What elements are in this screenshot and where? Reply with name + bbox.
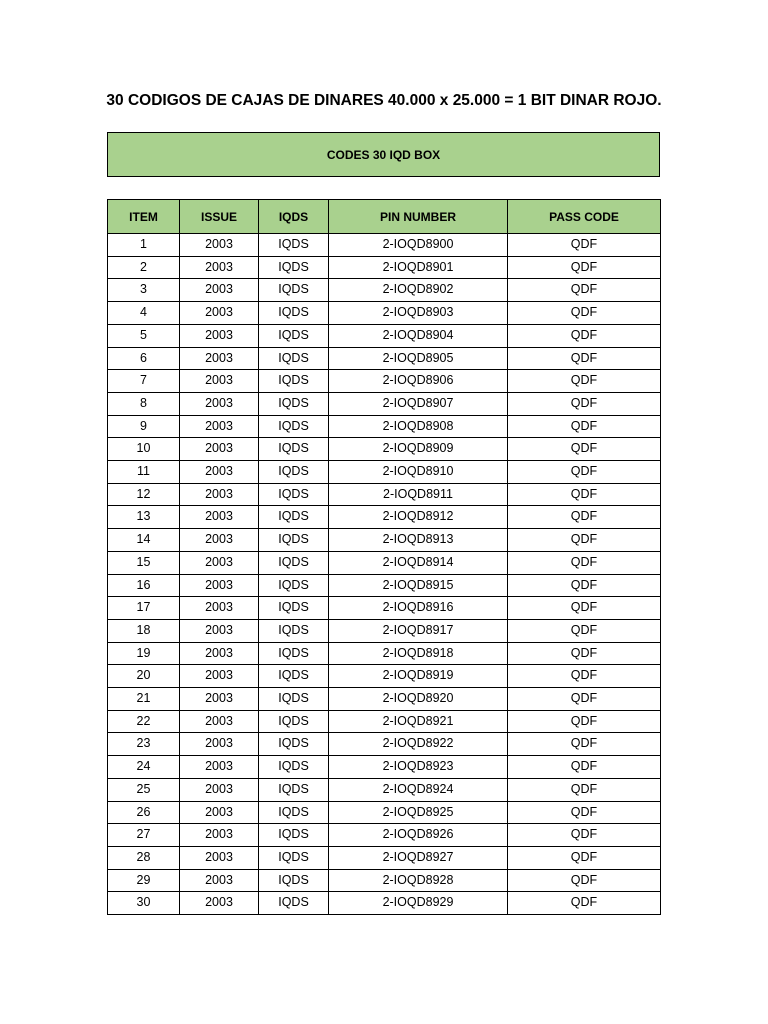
table-row xyxy=(108,234,661,257)
issue-cell: 2003 xyxy=(180,324,259,347)
pass-code-cell: QDF xyxy=(508,778,661,801)
pass-code-cell: QDF xyxy=(508,234,661,257)
pass-code-cell: QDF xyxy=(508,483,661,506)
iqds-cell: IQDS xyxy=(259,801,329,824)
pin-number-cell: 2-IOQD8912 xyxy=(329,506,508,529)
item-cell: 11 xyxy=(108,461,180,484)
pass-code-cell: QDF xyxy=(508,461,661,484)
table-row xyxy=(108,665,661,688)
issue-cell: 2003 xyxy=(180,665,259,688)
item-cell: 14 xyxy=(108,529,180,552)
pass-code-cell: QDF xyxy=(508,324,661,347)
codes-table xyxy=(107,199,661,915)
pin-number-cell: 2-IOQD8919 xyxy=(329,665,508,688)
table-header xyxy=(108,200,661,234)
column-header-pin-number: PIN NUMBER xyxy=(329,200,508,234)
table-row xyxy=(108,778,661,801)
table-row xyxy=(108,370,661,393)
table-row xyxy=(108,688,661,711)
column-header-issue: ISSUE xyxy=(180,200,259,234)
pin-number-cell: 2-IOQD8914 xyxy=(329,551,508,574)
pass-code-cell: QDF xyxy=(508,574,661,597)
item-cell: 25 xyxy=(108,778,180,801)
issue-cell: 2003 xyxy=(180,256,259,279)
issue-cell: 2003 xyxy=(180,778,259,801)
pass-code-cell: QDF xyxy=(508,710,661,733)
item-cell: 3 xyxy=(108,279,180,302)
iqds-cell: IQDS xyxy=(259,324,329,347)
pin-number-cell: 2-IOQD8903 xyxy=(329,302,508,325)
item-cell: 4 xyxy=(108,302,180,325)
table-row xyxy=(108,483,661,506)
issue-cell: 2003 xyxy=(180,302,259,325)
issue-cell: 2003 xyxy=(180,756,259,779)
issue-cell: 2003 xyxy=(180,483,259,506)
item-cell: 23 xyxy=(108,733,180,756)
issue-cell: 2003 xyxy=(180,529,259,552)
pass-code-cell: QDF xyxy=(508,551,661,574)
iqds-cell: IQDS xyxy=(259,778,329,801)
pin-number-cell: 2-IOQD8915 xyxy=(329,574,508,597)
pin-number-cell: 2-IOQD8907 xyxy=(329,392,508,415)
pin-number-cell: 2-IOQD8901 xyxy=(329,256,508,279)
issue-cell: 2003 xyxy=(180,619,259,642)
pass-code-cell: QDF xyxy=(508,733,661,756)
issue-cell: 2003 xyxy=(180,710,259,733)
iqds-cell: IQDS xyxy=(259,370,329,393)
pin-number-cell: 2-IOQD8924 xyxy=(329,778,508,801)
pass-code-cell: QDF xyxy=(508,619,661,642)
item-cell: 22 xyxy=(108,710,180,733)
table-row xyxy=(108,461,661,484)
pass-code-cell: QDF xyxy=(508,256,661,279)
column-header-item: ITEM xyxy=(108,200,180,234)
pass-code-cell: QDF xyxy=(508,392,661,415)
iqds-cell: IQDS xyxy=(259,438,329,461)
iqds-cell: IQDS xyxy=(259,824,329,847)
iqds-cell: IQDS xyxy=(259,892,329,915)
iqds-cell: IQDS xyxy=(259,756,329,779)
pin-number-cell: 2-IOQD8928 xyxy=(329,869,508,892)
pin-number-cell: 2-IOQD8900 xyxy=(329,234,508,257)
pin-number-cell: 2-IOQD8902 xyxy=(329,279,508,302)
item-cell: 30 xyxy=(108,892,180,915)
item-cell: 8 xyxy=(108,392,180,415)
iqds-cell: IQDS xyxy=(259,642,329,665)
iqds-cell: IQDS xyxy=(259,597,329,620)
issue-cell: 2003 xyxy=(180,415,259,438)
pin-number-cell: 2-IOQD8910 xyxy=(329,461,508,484)
pin-number-cell: 2-IOQD8920 xyxy=(329,688,508,711)
pass-code-cell: QDF xyxy=(508,665,661,688)
iqds-cell: IQDS xyxy=(259,234,329,257)
issue-cell: 2003 xyxy=(180,597,259,620)
page-title: 30 CODIGOS DE CAJAS DE DINARES 40.000 x 25.000 = 1 BIT DINAR ROJO. xyxy=(106,92,662,109)
table-body xyxy=(108,234,661,915)
iqds-cell: IQDS xyxy=(259,279,329,302)
table-row xyxy=(108,347,661,370)
iqds-cell: IQDS xyxy=(259,302,329,325)
pass-code-cell: QDF xyxy=(508,302,661,325)
pass-code-cell: QDF xyxy=(508,869,661,892)
box-header xyxy=(107,132,660,177)
table-row xyxy=(108,756,661,779)
item-cell: 17 xyxy=(108,597,180,620)
item-cell: 2 xyxy=(108,256,180,279)
table-row xyxy=(108,642,661,665)
pass-code-cell: QDF xyxy=(508,370,661,393)
item-cell: 27 xyxy=(108,824,180,847)
table-row xyxy=(108,392,661,415)
pass-code-cell: QDF xyxy=(508,347,661,370)
item-cell: 26 xyxy=(108,801,180,824)
header-row xyxy=(108,200,661,234)
issue-cell: 2003 xyxy=(180,574,259,597)
iqds-cell: IQDS xyxy=(259,688,329,711)
pass-code-cell: QDF xyxy=(508,801,661,824)
pin-number-cell: 2-IOQD8927 xyxy=(329,846,508,869)
item-cell: 6 xyxy=(108,347,180,370)
pin-number-cell: 2-IOQD8918 xyxy=(329,642,508,665)
issue-cell: 2003 xyxy=(180,347,259,370)
iqds-cell: IQDS xyxy=(259,551,329,574)
table-row xyxy=(108,824,661,847)
pin-number-cell: 2-IOQD8929 xyxy=(329,892,508,915)
pass-code-cell: QDF xyxy=(508,688,661,711)
issue-cell: 2003 xyxy=(180,551,259,574)
issue-cell: 2003 xyxy=(180,370,259,393)
iqds-cell: IQDS xyxy=(259,665,329,688)
pin-number-cell: 2-IOQD8917 xyxy=(329,619,508,642)
pass-code-cell: QDF xyxy=(508,824,661,847)
item-cell: 13 xyxy=(108,506,180,529)
issue-cell: 2003 xyxy=(180,733,259,756)
issue-cell: 2003 xyxy=(180,642,259,665)
pass-code-cell: QDF xyxy=(508,415,661,438)
table-row xyxy=(108,324,661,347)
iqds-cell: IQDS xyxy=(259,619,329,642)
item-cell: 12 xyxy=(108,483,180,506)
item-cell: 16 xyxy=(108,574,180,597)
pin-number-cell: 2-IOQD8922 xyxy=(329,733,508,756)
pin-number-cell: 2-IOQD8913 xyxy=(329,529,508,552)
issue-cell: 2003 xyxy=(180,892,259,915)
iqds-cell: IQDS xyxy=(259,392,329,415)
pin-number-cell: 2-IOQD8904 xyxy=(329,324,508,347)
item-cell: 9 xyxy=(108,415,180,438)
table-row xyxy=(108,256,661,279)
column-header-iqds: IQDS xyxy=(259,200,329,234)
pass-code-cell: QDF xyxy=(508,506,661,529)
table-row xyxy=(108,801,661,824)
iqds-cell: IQDS xyxy=(259,506,329,529)
pin-number-cell: 2-IOQD8906 xyxy=(329,370,508,393)
issue-cell: 2003 xyxy=(180,846,259,869)
table-row xyxy=(108,506,661,529)
item-cell: 21 xyxy=(108,688,180,711)
item-cell: 20 xyxy=(108,665,180,688)
iqds-cell: IQDS xyxy=(259,574,329,597)
table-row xyxy=(108,733,661,756)
pass-code-cell: QDF xyxy=(508,642,661,665)
iqds-cell: IQDS xyxy=(259,256,329,279)
box-header-label: CODES 30 IQD BOX xyxy=(326,147,441,162)
issue-cell: 2003 xyxy=(180,234,259,257)
iqds-cell: IQDS xyxy=(259,733,329,756)
pass-code-cell: QDF xyxy=(508,597,661,620)
issue-cell: 2003 xyxy=(180,438,259,461)
item-cell: 10 xyxy=(108,438,180,461)
pin-number-cell: 2-IOQD8923 xyxy=(329,756,508,779)
iqds-cell: IQDS xyxy=(259,483,329,506)
issue-cell: 2003 xyxy=(180,506,259,529)
table-row xyxy=(108,415,661,438)
iqds-cell: IQDS xyxy=(259,710,329,733)
pass-code-cell: QDF xyxy=(508,279,661,302)
pass-code-cell: QDF xyxy=(508,529,661,552)
iqds-cell: IQDS xyxy=(259,415,329,438)
table-row xyxy=(108,279,661,302)
pass-code-cell: QDF xyxy=(508,846,661,869)
pass-code-cell: QDF xyxy=(508,438,661,461)
table-row xyxy=(108,597,661,620)
item-cell: 15 xyxy=(108,551,180,574)
item-cell: 19 xyxy=(108,642,180,665)
item-cell: 18 xyxy=(108,619,180,642)
table-row xyxy=(108,302,661,325)
pin-number-cell: 2-IOQD8909 xyxy=(329,438,508,461)
issue-cell: 2003 xyxy=(180,688,259,711)
issue-cell: 2003 xyxy=(180,461,259,484)
item-cell: 5 xyxy=(108,324,180,347)
issue-cell: 2003 xyxy=(180,869,259,892)
table-row xyxy=(108,529,661,552)
item-cell: 24 xyxy=(108,756,180,779)
table-row xyxy=(108,892,661,915)
table-row xyxy=(108,710,661,733)
item-cell: 29 xyxy=(108,869,180,892)
item-cell: 7 xyxy=(108,370,180,393)
pin-number-cell: 2-IOQD8925 xyxy=(329,801,508,824)
issue-cell: 2003 xyxy=(180,824,259,847)
table-row xyxy=(108,619,661,642)
pin-number-cell: 2-IOQD8926 xyxy=(329,824,508,847)
table-row xyxy=(108,574,661,597)
pin-number-cell: 2-IOQD8905 xyxy=(329,347,508,370)
column-header-pass-code: PASS CODE xyxy=(508,200,661,234)
pass-code-cell: QDF xyxy=(508,756,661,779)
pass-code-cell: QDF xyxy=(508,892,661,915)
iqds-cell: IQDS xyxy=(259,461,329,484)
issue-cell: 2003 xyxy=(180,801,259,824)
table-row xyxy=(108,869,661,892)
iqds-cell: IQDS xyxy=(259,869,329,892)
pin-number-cell: 2-IOQD8908 xyxy=(329,415,508,438)
iqds-cell: IQDS xyxy=(259,529,329,552)
table-row xyxy=(108,438,661,461)
item-cell: 1 xyxy=(108,234,180,257)
pin-number-cell: 2-IOQD8921 xyxy=(329,710,508,733)
iqds-cell: IQDS xyxy=(259,846,329,869)
issue-cell: 2003 xyxy=(180,279,259,302)
table-row xyxy=(108,846,661,869)
pin-number-cell: 2-IOQD8911 xyxy=(329,483,508,506)
item-cell: 28 xyxy=(108,846,180,869)
table-row xyxy=(108,551,661,574)
issue-cell: 2003 xyxy=(180,392,259,415)
pin-number-cell: 2-IOQD8916 xyxy=(329,597,508,620)
iqds-cell: IQDS xyxy=(259,347,329,370)
